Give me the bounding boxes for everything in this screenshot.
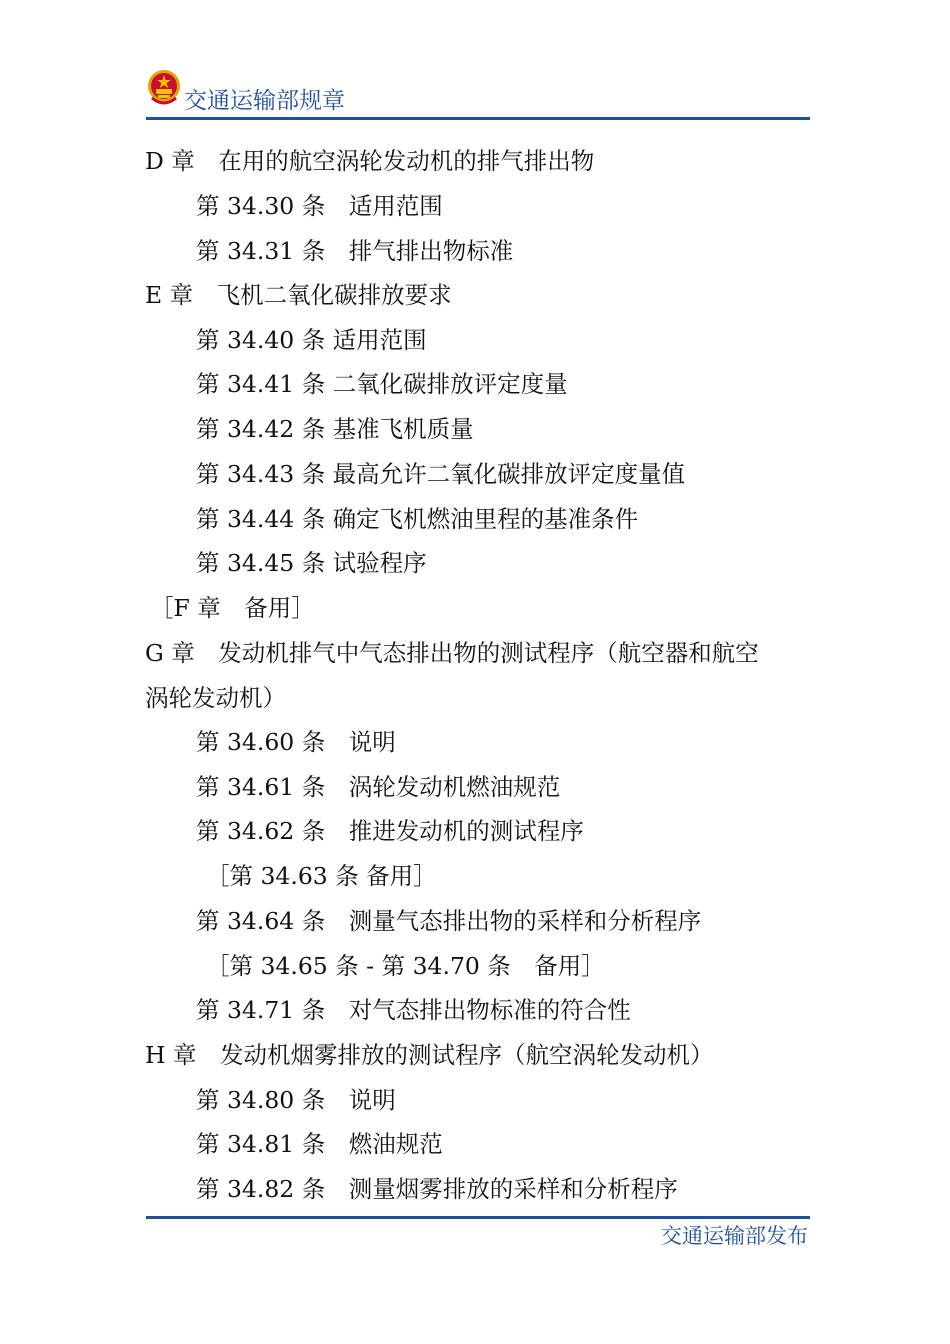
chapter-d-heading: D 章 在用的航空涡轮发动机的排气排出物 bbox=[145, 147, 595, 175]
footer-divider bbox=[146, 1216, 810, 1219]
article-34-43: 第 34.43 条 最高允许二氧化碳排放评定度量值 bbox=[196, 460, 686, 488]
chapter-f-reserved: ［F 章 备用］ bbox=[150, 594, 315, 622]
document-header bbox=[146, 68, 810, 120]
chapter-h-heading: H 章 发动机烟雾排放的测试程序（航空涡轮发动机） bbox=[145, 1041, 714, 1069]
article-34-45: 第 34.45 条 试验程序 bbox=[196, 549, 427, 577]
article-34-40: 第 34.40 条 适用范围 bbox=[196, 326, 427, 354]
header-divider bbox=[146, 117, 810, 120]
article-34-82: 第 34.82 条 测量烟雾排放的采样和分析程序 bbox=[196, 1175, 678, 1203]
chapter-e-heading: E 章 飞机二氧化碳排放要求 bbox=[145, 281, 452, 309]
header-title: 交通运输部规章 bbox=[184, 88, 345, 114]
article-34-31: 第 34.31 条 排气排出物标准 bbox=[196, 237, 514, 265]
article-34-30: 第 34.30 条 适用范围 bbox=[196, 192, 443, 220]
article-34-62: 第 34.62 条 推进发动机的测试程序 bbox=[196, 817, 584, 845]
article-34-71: 第 34.71 条 对气态排出物标准的符合性 bbox=[196, 996, 631, 1024]
footer-publisher: 交通运输部发布 bbox=[661, 1224, 808, 1248]
article-34-65-70-reserved: ［第 34.65 条 - 第 34.70 条 备用］ bbox=[206, 952, 605, 980]
chapter-g-heading: G 章 发动机排气中气态排出物的测试程序（航空器和航空 bbox=[145, 639, 759, 667]
article-34-42: 第 34.42 条 基准飞机质量 bbox=[196, 415, 474, 443]
article-34-41: 第 34.41 条 二氧化碳排放评定度量 bbox=[196, 370, 568, 398]
article-34-44: 第 34.44 条 确定飞机燃油里程的基准条件 bbox=[196, 505, 639, 533]
national-emblem-icon bbox=[146, 68, 182, 106]
article-34-60: 第 34.60 条 说明 bbox=[196, 728, 396, 756]
article-34-81: 第 34.81 条 燃油规范 bbox=[196, 1130, 443, 1158]
article-34-64: 第 34.64 条 测量气态排出物的采样和分析程序 bbox=[196, 907, 702, 935]
chapter-g-heading-cont: 涡轮发动机） bbox=[145, 684, 286, 712]
article-34-61: 第 34.61 条 涡轮发动机燃油规范 bbox=[196, 773, 561, 801]
article-34-63-reserved: ［第 34.63 条 备用］ bbox=[206, 862, 437, 890]
article-34-80: 第 34.80 条 说明 bbox=[196, 1086, 396, 1114]
